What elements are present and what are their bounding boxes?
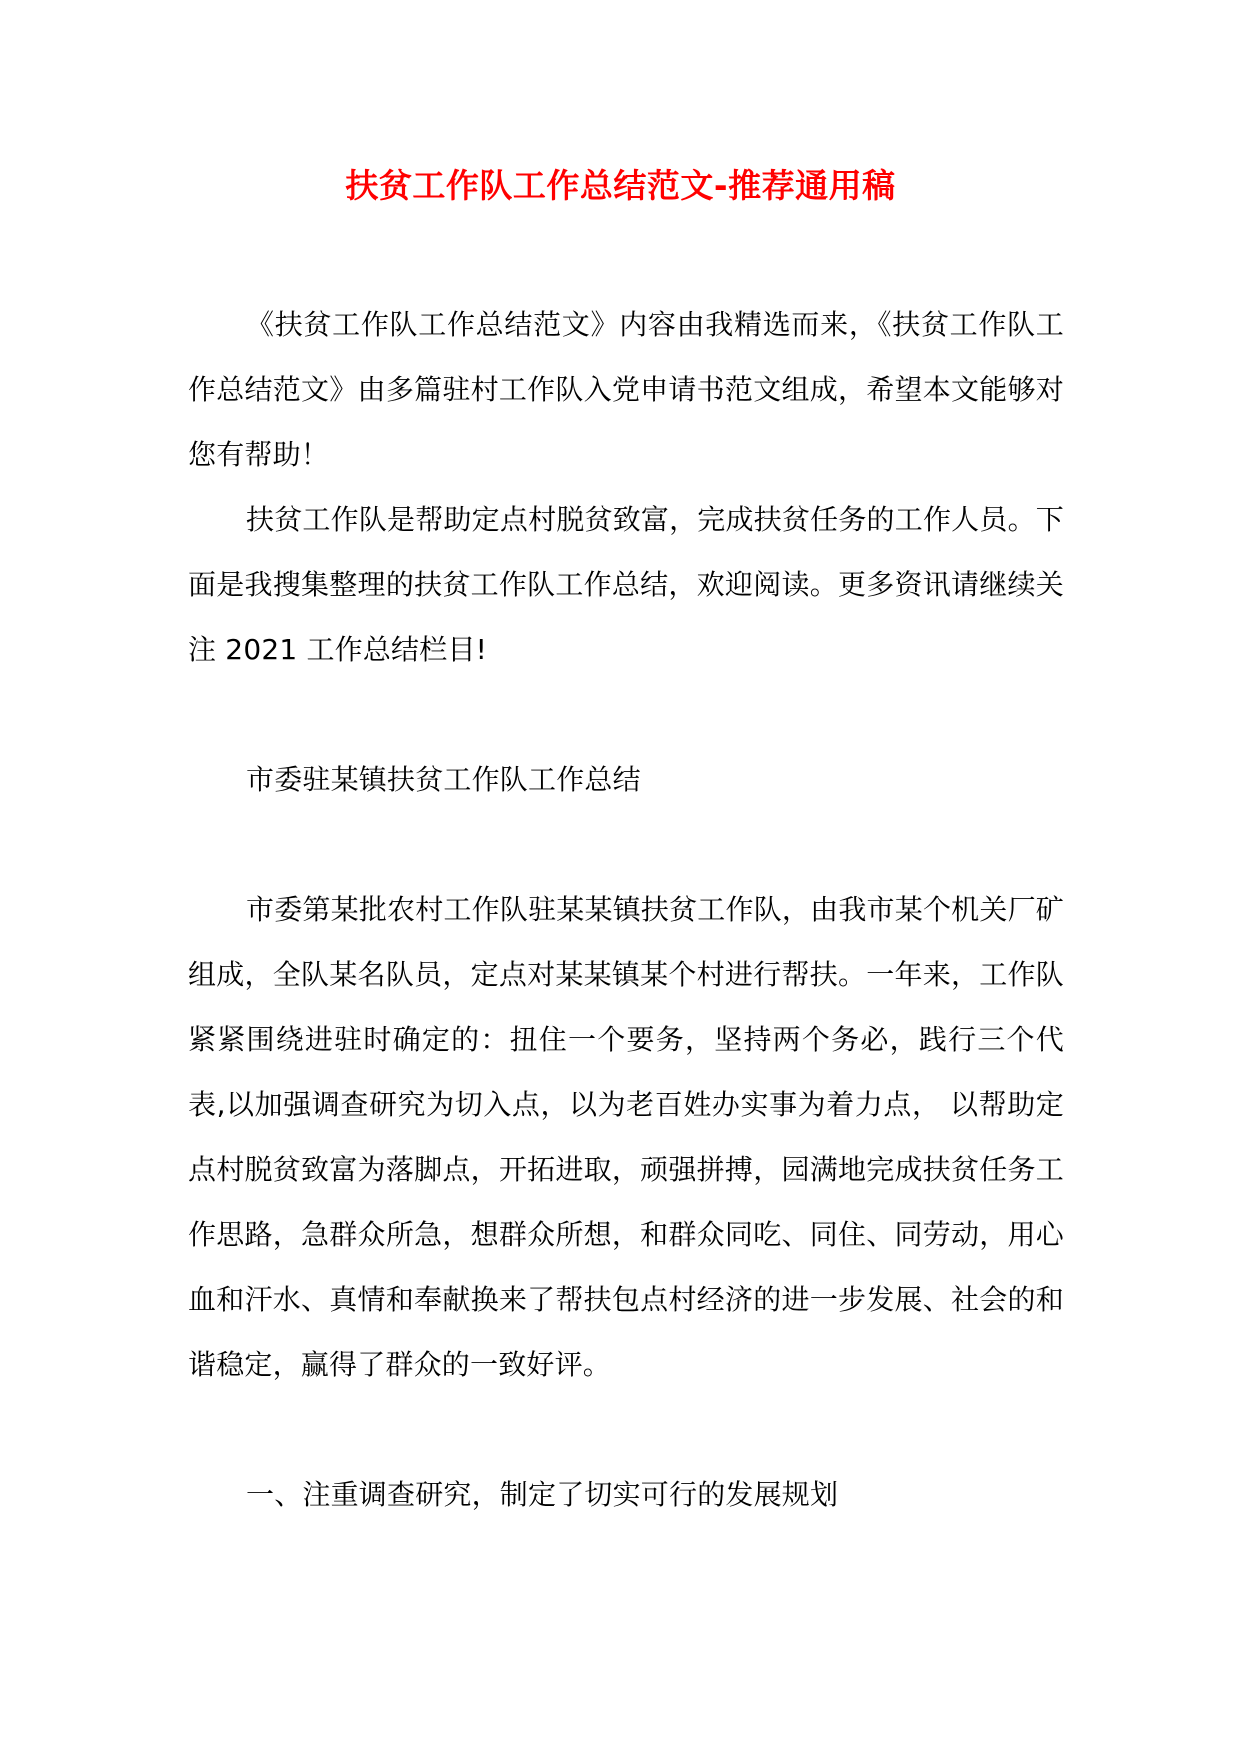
description-paragraph: 扶贫工作队是帮助定点村脱贫致富，完成扶贫任务的工作人员。下面是我搜集整理的扶贫工作队工作总结，欢迎阅读。更多资讯请继续关注 2021 工作总结栏目! — [188, 503, 1064, 666]
section-heading: 市委驻某镇扶贫工作队工作总结 — [246, 763, 641, 796]
summary-paragraph: 市委第某批农村工作队驻某某镇扶贫工作队，由我市某个机关厂矿组成，全队某名队员，定点对某某镇某个村进行帮扶。一年来，工作队紧紧围绕进驻时确定的：扭住一个要务，坚持两个务必，践行三个代表,以加强调查研究为切入点，以为老百姓办实事为着力点， 以帮助定点村脱贫致富为落脚点，开拓进取，顽强拼搏，园满地完成扶贫任务工作思路，急群众所急，想群众所想，和群众同吃、同住、同劳动，用心血和汗水、真情和奉献换来了帮扶包点村经济的进一步发展、社会的和谐稳定，赢得了群众的一致好评。 — [188, 893, 1064, 1381]
document-body — [188, 292, 1064, 1527]
subsection-heading: 一、注重调查研究，制定了切实可行的发展规划 — [246, 1478, 839, 1511]
intro-paragraph: 《扶贫工作队工作总结范文》内容由我精选而来，《扶贫工作队工作总结范文》由多篇驻村工作队入党申请书范文组成，希望本文能够对您有帮助！ — [188, 308, 1064, 471]
document-title: 扶贫工作队工作总结范文-推荐通用稿 — [345, 166, 896, 205]
